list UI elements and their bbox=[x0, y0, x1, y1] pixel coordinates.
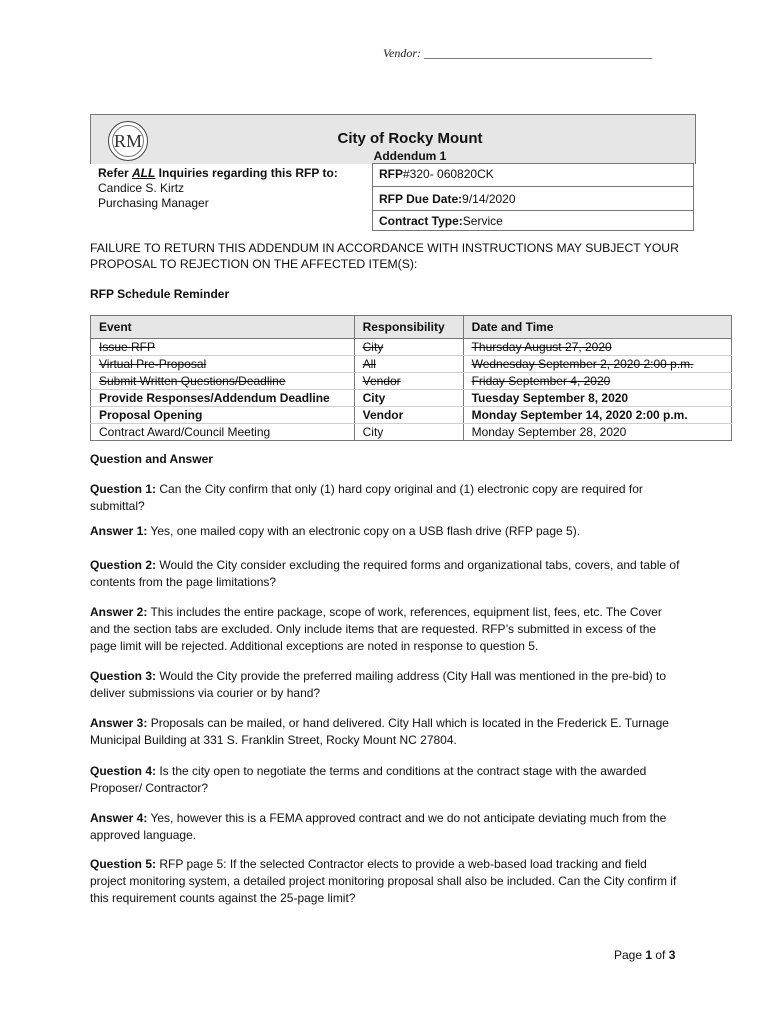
col-header-responsibility: Responsibility bbox=[354, 316, 463, 339]
contact-title: Purchasing Manager bbox=[98, 196, 209, 210]
table-row bbox=[91, 424, 732, 441]
vendor-line: Vendor: ______________________________________ bbox=[383, 46, 652, 60]
qa-title: Question and Answer bbox=[90, 452, 213, 466]
answer-4: Answer 4: Yes, however this is a FEMA approved contract and we do not anticipate deviating much from the approved language. bbox=[90, 811, 667, 842]
schedule-title: RFP Schedule Reminder bbox=[90, 287, 230, 301]
event-cell: Virtual Pre-Proposal bbox=[91, 356, 355, 373]
event-cell: Issue RFP bbox=[91, 339, 355, 356]
page-footer: Page 1 of 3 bbox=[614, 948, 676, 962]
table-row bbox=[91, 390, 732, 407]
question-5: Question 5: RFP page 5: If the selected Contractor elects to provide a web-based load tracking and field project monitoring system, a detailed project monitoring proposal shall also be included. Can the City confirm if this requirement counts against the 25-page limit? bbox=[90, 857, 677, 905]
date-cell: Tuesday September 8, 2020 bbox=[463, 390, 731, 407]
event-cell: Proposal Opening bbox=[91, 407, 355, 424]
date-cell: Wednesday September 2, 2020 2:00 p.m. bbox=[463, 356, 731, 373]
answer-1: Answer 1: Yes, one mailed copy with an electronic copy on a USB flash drive (RFP page 5). bbox=[90, 524, 581, 538]
responsibility-cell: City bbox=[354, 339, 463, 356]
date-cell: Monday September 14, 2020 2:00 p.m. bbox=[463, 407, 731, 424]
city-logo-icon bbox=[108, 121, 148, 161]
inquiries-contact bbox=[98, 166, 338, 211]
question-3: Question 3: Would the City provide the preferred mailing address (City Hall was mentioned in the pre-bid) to deliver submissions via courier or by hand? bbox=[90, 669, 667, 700]
date-cell: Monday September 28, 2020 bbox=[463, 424, 731, 441]
table-row bbox=[91, 356, 732, 373]
col-header-date: Date and Time bbox=[463, 316, 731, 339]
city-title: City of Rocky Mount bbox=[337, 130, 483, 147]
answer-2: Answer 2: This includes the entire package, scope of work, references, equipment list, fees, etc. The Cover and the section tabs are excluded. Only include items that are requested. RFP’s submitted in excess of the page limit will be rejected. Additional exceptions are noted in response to question 5. bbox=[90, 605, 662, 653]
contract-type-cell: Contract Type: Service bbox=[372, 211, 694, 231]
question-2: Question 2: Would the City consider excluding the required forms and organizational tabs, covers, and table of contents from the page limitations? bbox=[90, 558, 680, 589]
event-cell: Contract Award/Council Meeting bbox=[91, 424, 355, 441]
responsibility-cell: City bbox=[354, 390, 463, 407]
rfp-info-cells bbox=[372, 163, 694, 231]
responsibility-cell: City bbox=[354, 424, 463, 441]
question-1: Question 1: Can the City confirm that only (1) hard copy original and (1) electronic copy are required for submittal? bbox=[90, 482, 643, 513]
responsibility-cell: Vendor bbox=[354, 373, 463, 390]
col-header-event: Event bbox=[91, 316, 355, 339]
table-row bbox=[91, 339, 732, 356]
schedule-table bbox=[90, 315, 732, 441]
date-cell: Friday September 4, 2020 bbox=[463, 373, 731, 390]
schedule-header-row bbox=[91, 316, 732, 339]
rfp-number-cell: RFP #320- 060820CK bbox=[372, 163, 694, 187]
addendum-label: Addendum 1 bbox=[373, 149, 447, 163]
date-cell: Thursday August 27, 2020 bbox=[463, 339, 731, 356]
logo-monogram: RM bbox=[112, 125, 144, 157]
contact-name: Candice S. Kirtz bbox=[98, 181, 185, 195]
answer-3: Answer 3: Proposals can be mailed, or hand delivered. City Hall which is located in the Frederick E. Turnage Municipal Building at 331 S. Franklin Street, Rocky Mount NC 27804. bbox=[90, 716, 669, 747]
table-row bbox=[91, 373, 732, 390]
event-cell: Submit Written Questions/Deadline bbox=[91, 373, 355, 390]
responsibility-cell: Vendor bbox=[354, 407, 463, 424]
event-cell: Provide Responses/Addendum Deadline bbox=[91, 390, 355, 407]
warning-notice: FAILURE TO RETURN THIS ADDENDUM IN ACCORDANCE WITH INSTRUCTIONS MAY SUBJECT YOUR PROPOSAL TO REJECTION ON THE AFFECTED ITEM(S): bbox=[90, 241, 679, 271]
question-4: Question 4: Is the city open to negotiate the terms and conditions at the contract stage with the awarded Proposer/ Contractor? bbox=[90, 764, 647, 795]
inquiries-heading: Refer ALL Inquiries regarding this RFP to: bbox=[98, 166, 338, 180]
table-row bbox=[91, 407, 732, 424]
responsibility-cell: All bbox=[354, 356, 463, 373]
rfp-due-date-cell: RFP Due Date: 9/14/2020 bbox=[372, 187, 694, 211]
